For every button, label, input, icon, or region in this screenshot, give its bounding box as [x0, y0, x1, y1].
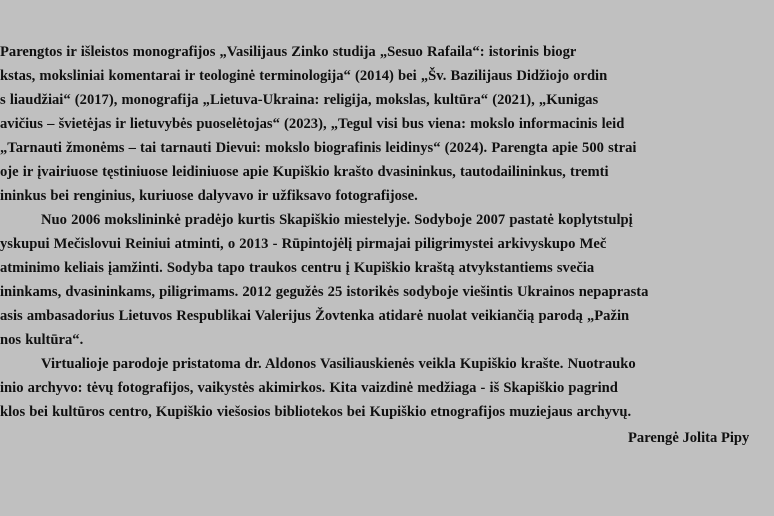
- signature: Parengė Jolita Pipy: [628, 430, 750, 446]
- paragraph-1-line-5: „Tarnauti žmonėms – tai tarnauti Dievui: mokslo biografinis leidinys“ (2024). Parengta apie 500 strai: [0, 140, 637, 156]
- paragraph-3-line-2: inio archyvo: tėvų fotografijos, vaikystės akimirkos. Kita vaizdinė medžiaga - iš Skapiškio pagrind: [0, 380, 618, 396]
- paragraph-3-line-1: Virtualioje parodoje pristatoma dr. Aldonos Vasiliauskienės veikla Kupiškio krašte. Nuotrauko: [41, 356, 636, 372]
- paragraph-2-line-1: Nuo 2006 mokslininkė pradėjo kurtis Skapiškio miestelyje. Sodyboje 2007 pastatė koplytstulpį: [41, 212, 633, 228]
- paragraph-1-line-4: avičius – švietėjas ir lietuvybės puoselėtojas“ (2023), „Tegul visi bus viena: mokslo informacinis leid: [0, 116, 625, 132]
- paragraph-2-line-2: yskupui Mečislovui Reiniui atminti, o 2013 - Rūpintojėlį pirmajai piligrimystei arkivyskupo Meč: [0, 236, 607, 252]
- paragraph-2-line-5: asis ambasadorius Lietuvos Respublikai Valerijus Žovtenka atidarė nuolat veikiančią parodą „Pažin: [0, 308, 630, 324]
- paragraph-1-line-7: ininkus bei renginius, kuriuose dalyvavo ir užfiksavo fotografijose.: [0, 188, 418, 204]
- paragraph-2-line-4: ininkams, dvasininkams, piligrimams. 2012 gegužės 25 istorikės sodyboje viešintis Ukrainos nepaprasta: [0, 284, 649, 300]
- paragraph-2-line-6: nos kultūra“.: [0, 332, 84, 348]
- paragraph-1-line-2: kstas, moksliniai komentarai ir teologinė terminologija“ (2014) bei „Šv. Bazilijaus Didžiojo ordin: [0, 68, 608, 84]
- paragraph-1-line-6: oje ir įvairiuose tęstiniuose leidiniuose apie Kupiškio krašto dvasininkus, tautodailininkus, tremti: [0, 164, 609, 180]
- paragraph-2-line-3: atminimo keliais įamžinti. Sodyba tapo traukos centru į Kupiškio kraštą atvykstantiems svečia: [0, 260, 595, 276]
- paragraph-1-line-3: s liaudžiai“ (2017), monografija „Lietuva-Ukraina: religija, mokslas, kultūra“ (2021), „Kunigas: [0, 92, 599, 108]
- paragraph-1-line-1: Parengtos ir išleistos monografijos „Vasilijaus Zinko studija „Sesuo Rafaila“: istorinis biogr: [0, 44, 577, 60]
- paragraph-3-line-3: klos bei kultūros centro, Kupiškio viešosios bibliotekos bei Kupiškio etnografijos muziejaus archyvų.: [0, 404, 632, 420]
